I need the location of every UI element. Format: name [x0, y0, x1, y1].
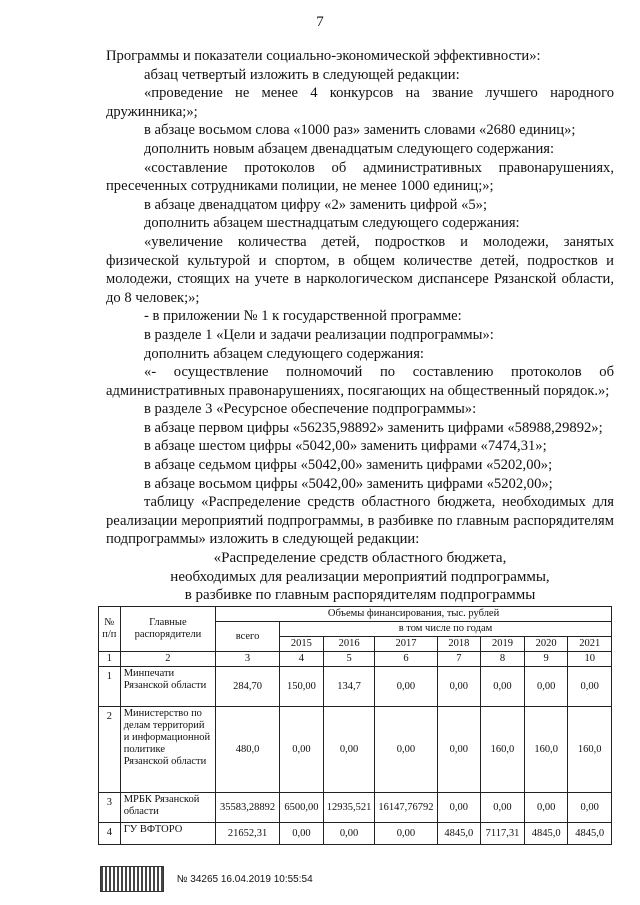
year-value: 4845,0 — [568, 823, 612, 845]
table-row — [99, 667, 612, 707]
year-value: 0,00 — [437, 707, 481, 793]
barcode-logo — [100, 866, 164, 892]
total-value: 35583,28892 — [216, 793, 280, 823]
year-value: 0,00 — [524, 793, 568, 823]
paragraph: «проведение не менее 4 конкурсов на звание лучшего народного дружинника;»; — [106, 85, 614, 120]
row-number: 3 — [99, 793, 121, 823]
column-index: 9 — [524, 652, 568, 667]
paragraph: дополнить абзацем следующего содержания: — [144, 345, 424, 362]
year-value: 160,0 — [481, 707, 525, 793]
header-org: Главные распорядители — [120, 607, 215, 652]
year-value: 4845,0 — [524, 823, 568, 845]
column-index: 8 — [481, 652, 525, 667]
table-row — [99, 707, 612, 793]
header-year: 2020 — [524, 637, 568, 652]
column-index: 6 — [375, 652, 437, 667]
total-value: 284,70 — [216, 667, 280, 707]
year-value: 0,00 — [323, 707, 375, 793]
year-value: 160,0 — [568, 707, 612, 793]
row-number: 1 — [99, 667, 121, 707]
column-index: 5 — [323, 652, 375, 667]
footer — [100, 866, 313, 892]
row-number: 2 — [99, 707, 121, 793]
column-index: 3 — [216, 652, 280, 667]
distributor-name: Министерство по делам территорий и информационной политике Рязанской области — [120, 707, 215, 793]
column-index: 2 — [120, 652, 215, 667]
year-value: 134,7 — [323, 667, 375, 707]
table-title-line-3: в разбивке по главным распорядителям подпрограммы — [184, 587, 536, 604]
year-value: 12935,521 — [323, 793, 375, 823]
header-year: 2021 — [568, 637, 612, 652]
paragraph: дополнить новым абзацем двенадцатым следующего содержания: — [144, 140, 555, 157]
year-value: 0,00 — [524, 667, 568, 707]
paragraph: в разделе 3 «Ресурсное обеспечение подпрограммы»: — [144, 401, 477, 418]
header-by-year: в том числе по годам — [279, 622, 611, 637]
header-year: 2016 — [323, 637, 375, 652]
year-value: 0,00 — [279, 707, 323, 793]
distributor-name: Минпечати Рязанской области — [120, 667, 215, 707]
table-title — [106, 549, 614, 605]
total-value: 480,0 — [216, 707, 280, 793]
table-row — [99, 823, 612, 845]
year-value: 0,00 — [323, 823, 375, 845]
header-funding: Объемы финансирования, тыс. рублей — [216, 607, 612, 622]
paragraph: дополнить абзацем шестнадцатым следующего содержания: — [144, 215, 520, 232]
year-value: 0,00 — [279, 823, 323, 845]
year-value: 150,00 — [279, 667, 323, 707]
paragraph: «- осуществление полномочий по составлению протоколов об административных правонарушениях, посягающих на общественный порядок.»; — [106, 364, 614, 399]
year-value: 160,0 — [524, 707, 568, 793]
paragraph: в абзаце седьмом цифры «5042,00» заменить цифрами «5202,00»; — [144, 457, 553, 474]
table-title-line-2: необходимых для реализации мероприятий подпрограммы, — [170, 568, 550, 585]
column-index: 1 — [99, 652, 121, 667]
total-value: 21652,31 — [216, 823, 280, 845]
year-value: 7117,31 — [481, 823, 525, 845]
document-body — [106, 47, 614, 549]
distributor-name: МРБК Рязанской области — [120, 793, 215, 823]
year-value: 0,00 — [375, 667, 437, 707]
year-value: 0,00 — [481, 667, 525, 707]
year-value: 0,00 — [375, 823, 437, 845]
year-value: 16147,76792 — [375, 793, 437, 823]
paragraph: Программы и показатели социально-экономической эффективности»: — [106, 48, 541, 64]
paragraph: в абзаце восьмом цифры «5042,00» заменить цифрами «5202,00»; — [144, 475, 553, 492]
header-total: всего — [216, 622, 280, 652]
table-row — [99, 793, 612, 823]
paragraph: «составление протоколов об административных правонарушениях, пресеченных сотрудниками полиции, не менее 1000 единиц;»; — [106, 159, 614, 195]
year-value: 0,00 — [568, 793, 612, 823]
header-year: 2017 — [375, 637, 437, 652]
header-year: 2019 — [481, 637, 525, 652]
paragraph: таблицу «Распределение средств областного бюджета, необходимых для реализации мероприятий подпрограммы, в разбивке по главным распорядителям подпрограммы» изложить в следующей редакции: — [106, 494, 614, 548]
paragraph: - в приложении № 1 к государственной программе: — [144, 308, 462, 325]
year-value: 6500,00 — [279, 793, 323, 823]
paragraph: в абзаце восьмом слова «1000 раз» заменить словами «2680 единиц»; — [144, 122, 576, 139]
page-number: 7 — [316, 14, 324, 30]
year-value: 0,00 — [437, 793, 481, 823]
year-value: 0,00 — [375, 707, 437, 793]
paragraph: абзац четвертый изложить в следующей редакции: — [144, 66, 460, 83]
column-index: 4 — [279, 652, 323, 667]
year-value: 0,00 — [437, 667, 481, 707]
year-value: 4845,0 — [437, 823, 481, 845]
year-value: 0,00 — [481, 793, 525, 823]
header-year: 2015 — [279, 637, 323, 652]
paragraph: в абзаце шестом цифры «5042,00» заменить цифрами «7474,31»; — [144, 438, 547, 455]
funding-table — [98, 606, 612, 845]
paragraph: «увеличение количества детей, подростков и молодежи, занятых физической культурой и спортом, в общем количестве детей, подростков и молодежи, стоящих на учете в наркологическом диспансере Рязанской области, до 8 человек;»; — [106, 233, 614, 306]
row-number: 4 — [99, 823, 121, 845]
column-index-row — [99, 652, 612, 667]
table-title-line-1: «Распределение средств областного бюджета, — [213, 550, 507, 566]
year-value: 0,00 — [568, 667, 612, 707]
column-index: 10 — [568, 652, 612, 667]
paragraph: в разделе 1 «Цели и задачи реализации подпрограммы»: — [144, 326, 494, 343]
doc-registration: № 34265 16.04.2019 10:55:54 — [176, 873, 313, 885]
distributor-name: ГУ ВФТОРО — [120, 823, 215, 845]
column-index: 7 — [437, 652, 481, 667]
paragraph: в абзаце первом цифры «56235,98892» заменить цифрами «58988,29892»; — [144, 419, 603, 436]
paragraph: в абзаце двенадцатом цифру «2» заменить цифрой «5»; — [144, 196, 488, 213]
header-year: 2018 — [437, 637, 481, 652]
header-num: № п/п — [99, 607, 121, 652]
